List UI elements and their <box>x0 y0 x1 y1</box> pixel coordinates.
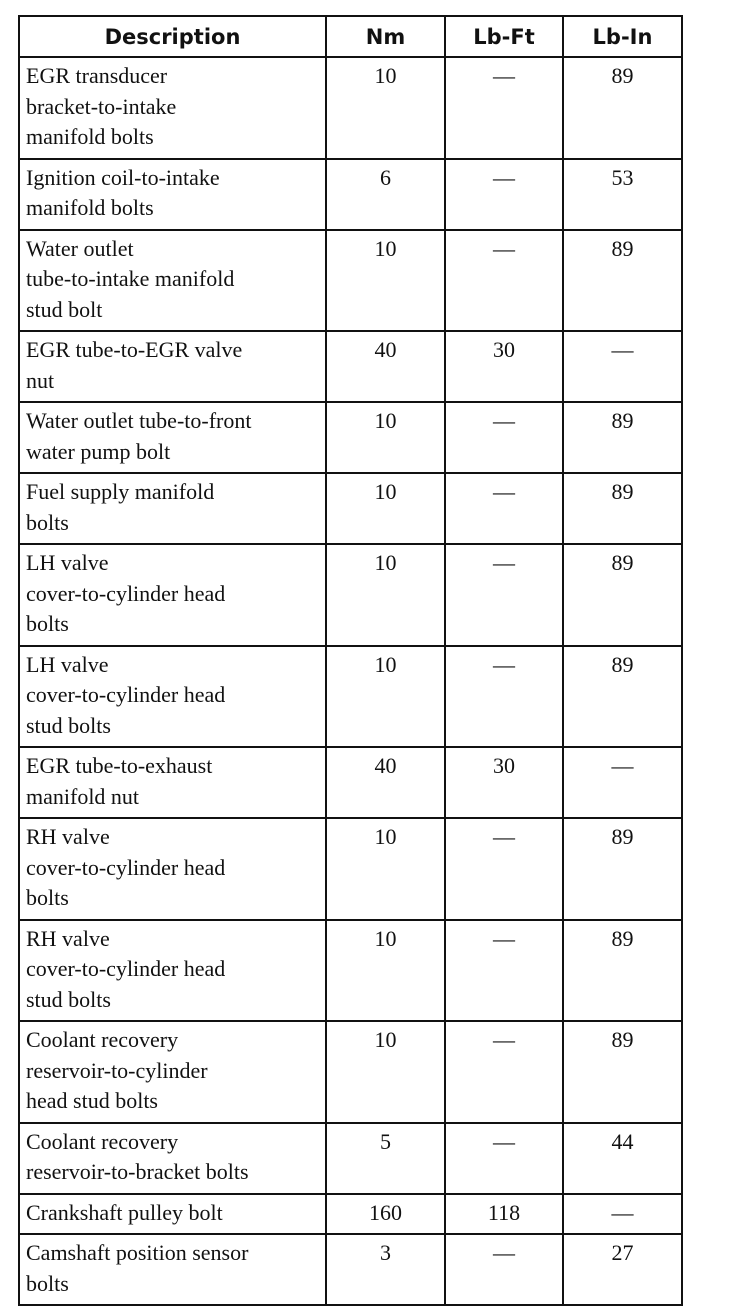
lbft-cell: — <box>445 1234 563 1305</box>
table-header <box>19 16 682 57</box>
description-cell: Coolant recovery reservoir-to-bracket bolts <box>19 1123 326 1194</box>
description-cell: Water outlet tube-to-front water pump bolt <box>19 402 326 473</box>
table-row <box>19 402 682 473</box>
lbin-cell: 89 <box>563 646 682 748</box>
header-row <box>19 16 682 57</box>
table-body <box>19 57 682 1305</box>
table-row <box>19 1021 682 1123</box>
nm-cell: 40 <box>326 747 445 818</box>
table-row <box>19 1234 682 1305</box>
lbft-cell: — <box>445 646 563 748</box>
lbin-cell: — <box>563 747 682 818</box>
lbin-cell: 89 <box>563 230 682 332</box>
lbin-cell: 89 <box>563 544 682 646</box>
header-lbin: Lb-In <box>563 16 682 57</box>
description-cell: LH valve cover-to-cylinder head stud bolts <box>19 646 326 748</box>
lbin-cell: 44 <box>563 1123 682 1194</box>
header-description: Description <box>19 16 326 57</box>
lbin-cell: 89 <box>563 920 682 1022</box>
lbft-cell: — <box>445 230 563 332</box>
table-row <box>19 1194 682 1235</box>
lbft-cell: — <box>445 1021 563 1123</box>
table-row <box>19 473 682 544</box>
lbin-cell: — <box>563 1194 682 1235</box>
nm-cell: 40 <box>326 331 445 402</box>
nm-cell: 5 <box>326 1123 445 1194</box>
lbft-cell: 30 <box>445 331 563 402</box>
lbft-cell: — <box>445 402 563 473</box>
lbft-cell: — <box>445 544 563 646</box>
torque-spec-table <box>18 15 683 1306</box>
nm-cell: 10 <box>326 818 445 920</box>
header-nm: Nm <box>326 16 445 57</box>
table-row <box>19 646 682 748</box>
lbin-cell: — <box>563 331 682 402</box>
description-cell: LH valve cover-to-cylinder head bolts <box>19 544 326 646</box>
table-row <box>19 159 682 230</box>
nm-cell: 3 <box>326 1234 445 1305</box>
lbft-cell: — <box>445 818 563 920</box>
table-row <box>19 331 682 402</box>
description-cell: Ignition coil-to-intake manifold bolts <box>19 159 326 230</box>
description-cell: EGR tube-to-EGR valve nut <box>19 331 326 402</box>
lbft-cell: 30 <box>445 747 563 818</box>
lbin-cell: 89 <box>563 402 682 473</box>
table-row <box>19 57 682 159</box>
table-row <box>19 230 682 332</box>
table-row <box>19 920 682 1022</box>
description-cell: Camshaft position sensor bolts <box>19 1234 326 1305</box>
nm-cell: 10 <box>326 230 445 332</box>
nm-cell: 10 <box>326 920 445 1022</box>
nm-cell: 160 <box>326 1194 445 1235</box>
lbin-cell: 89 <box>563 57 682 159</box>
nm-cell: 10 <box>326 57 445 159</box>
table-row <box>19 747 682 818</box>
description-cell: RH valve cover-to-cylinder head stud bolts <box>19 920 326 1022</box>
description-cell: Fuel supply manifold bolts <box>19 473 326 544</box>
lbin-cell: 53 <box>563 159 682 230</box>
table-row <box>19 544 682 646</box>
description-cell: RH valve cover-to-cylinder head bolts <box>19 818 326 920</box>
lbin-cell: 89 <box>563 473 682 544</box>
header-lbft: Lb-Ft <box>445 16 563 57</box>
description-cell: EGR tube-to-exhaust manifold nut <box>19 747 326 818</box>
lbft-cell: — <box>445 57 563 159</box>
lbin-cell: 27 <box>563 1234 682 1305</box>
lbin-cell: 89 <box>563 818 682 920</box>
nm-cell: 10 <box>326 1021 445 1123</box>
nm-cell: 10 <box>326 473 445 544</box>
lbft-cell: — <box>445 1123 563 1194</box>
lbft-cell: — <box>445 920 563 1022</box>
description-cell: Water outlet tube-to-intake manifold stud bolt <box>19 230 326 332</box>
lbft-cell: 118 <box>445 1194 563 1235</box>
nm-cell: 10 <box>326 544 445 646</box>
lbft-cell: — <box>445 473 563 544</box>
lbft-cell: — <box>445 159 563 230</box>
nm-cell: 10 <box>326 646 445 748</box>
nm-cell: 10 <box>326 402 445 473</box>
table-row <box>19 818 682 920</box>
description-cell: EGR transducer bracket-to-intake manifold bolts <box>19 57 326 159</box>
table-row <box>19 1123 682 1194</box>
description-cell: Coolant recovery reservoir-to-cylinder head stud bolts <box>19 1021 326 1123</box>
lbin-cell: 89 <box>563 1021 682 1123</box>
description-cell: Crankshaft pulley bolt <box>19 1194 326 1235</box>
nm-cell: 6 <box>326 159 445 230</box>
